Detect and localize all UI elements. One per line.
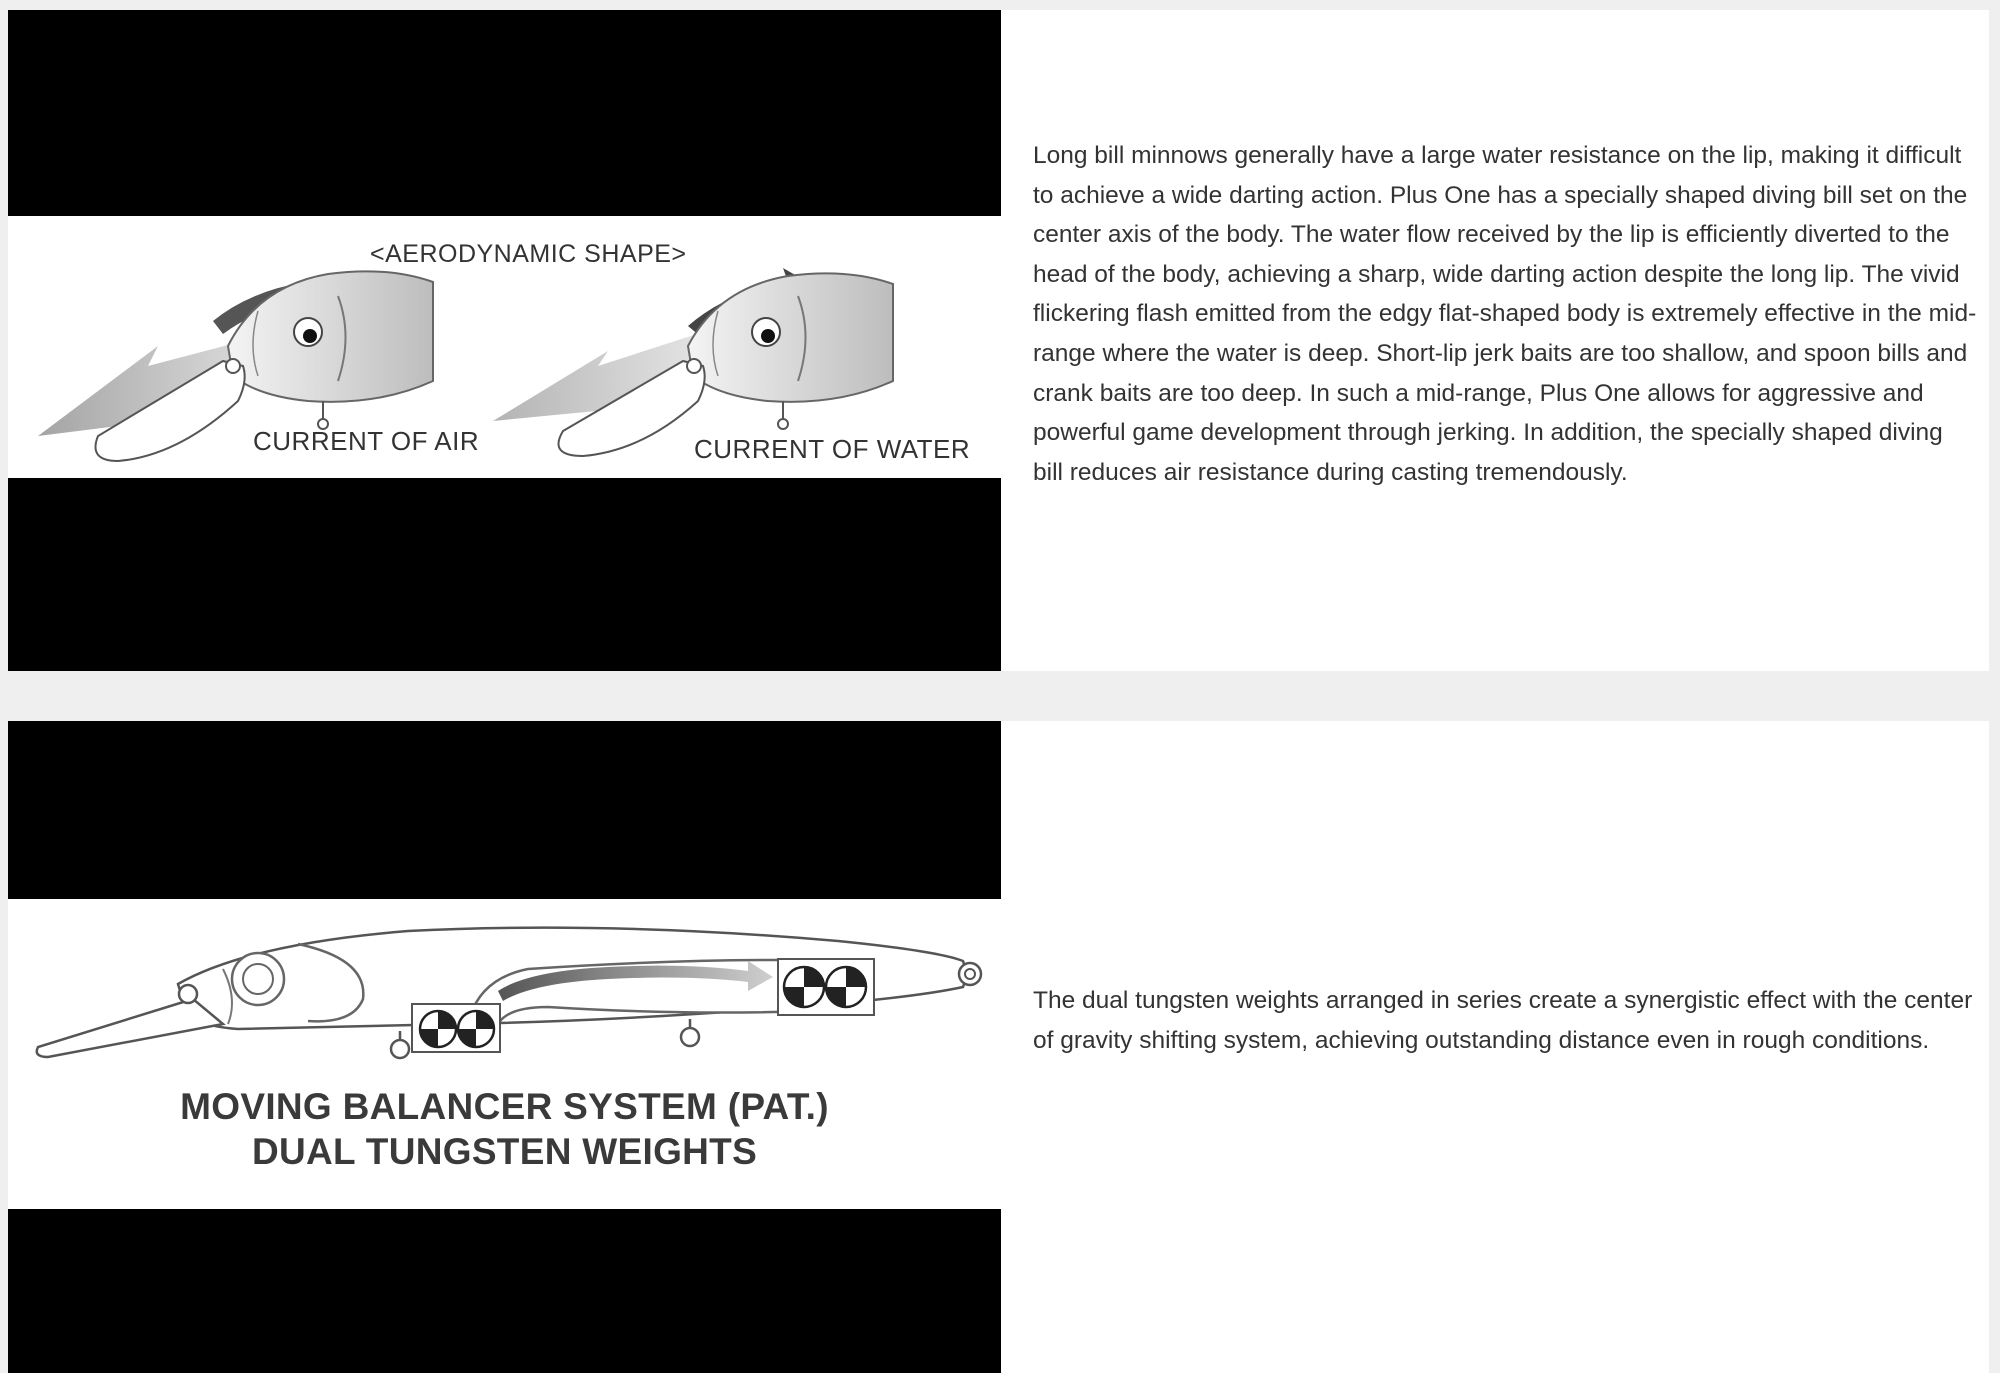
aerodynamic-shape-label: <AERODYNAMIC SHAPE> (370, 240, 687, 268)
feature-description: Long bill minnows generally have a large water resistance on the lip, making it difficult to achieve a wide darting action. Plus One has a specially shaped diving bill set on the center axis of the body. The water flow received by the lip is efficiently diverted to the head of the body, achieving a sharp, wide darting action despite the long lip. The vivid flickering flash emitted from the edgy flat-shaped body is extremely effective in the mid-range where the water is deep. Short-lip jerk baits are too shallow, and spoon bills and crank baits are too deep. In such a mid-range, Plus One allows for aggressive and powerful game development through jerking. In addition, the specially shaped diving bill reduces air resistance during casting tremendously. (1033, 142, 1977, 486)
feature-description: The dual tungsten weights arranged in series create a synergistic effect with the center of gravity shifting system, achieving outstanding distance even in rough conditions. (1033, 987, 1973, 1054)
feature-image-aerodynamic (8, 10, 1001, 671)
feature-moving-balancer (8, 721, 1989, 1373)
aerodynamic-diagram (8, 216, 1001, 478)
moving-balancer-diagram (8, 899, 1001, 1209)
current-of-air-label: CURRENT OF AIR (253, 426, 480, 456)
dual-tungsten-title: DUAL TUNGSTEN WEIGHTS (251, 1131, 758, 1172)
moving-balancer-title: MOVING BALANCER SYSTEM (PAT.) (180, 1086, 829, 1127)
feature-image-moving-balancer (8, 721, 1001, 1373)
current-of-water-label: CURRENT OF WATER (694, 434, 971, 464)
feature-aerodynamic-shape (8, 10, 1989, 671)
water-current-illustration (493, 268, 893, 456)
